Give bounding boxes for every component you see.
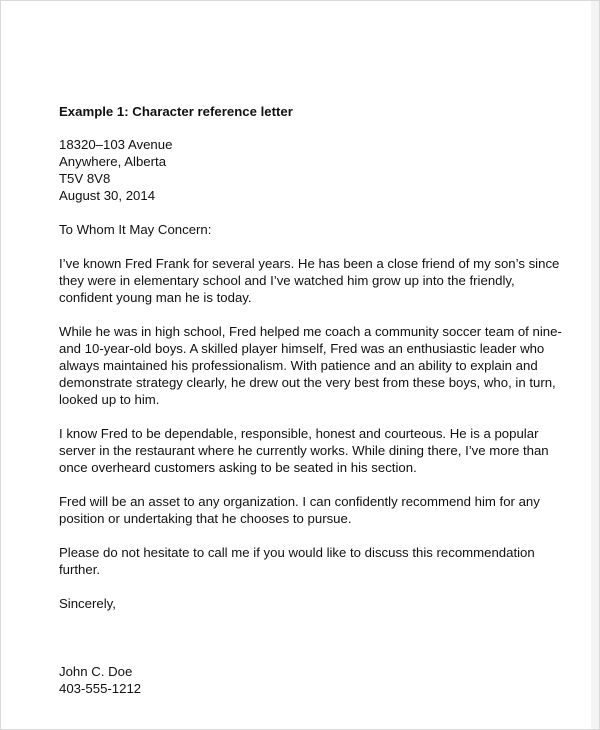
paragraph-3: I know Fred to be dependable, responsible, honest and courteous. He is a popular server in the restaurant where he currently works. While dining there, I’ve more than once overheard customers asking to be seated in his section. <box>59 426 549 475</box>
page-scroll-strip <box>591 1 599 729</box>
paragraph-4: Fred will be an asset to any organization. I can confidently recommend him for any position or undertaking that he chooses to pursue. <box>59 494 540 526</box>
salutation: To Whom It May Concern: <box>59 222 212 237</box>
paragraph-5: Please do not hesitate to call me if you would like to discuss this recommendation further. <box>59 545 535 577</box>
signature-block <box>59 663 569 697</box>
address-city: Anywhere, Alberta <box>59 154 167 169</box>
signature-phone: 403-555-1212 <box>59 681 142 696</box>
letter-date: August 30, 2014 <box>59 188 156 203</box>
closing: Sincerely, <box>59 596 116 611</box>
address-street: 18320–103 Avenue <box>59 137 173 152</box>
sender-address <box>59 136 569 204</box>
address-postal-code: T5V 8V8 <box>59 171 111 186</box>
paragraph-1: I’ve known Fred Frank for several years. He has been a close friend of my son’s since they were in elementary school and I’ve watched him grow up into the friendly, confident young man he is today. <box>59 256 560 305</box>
letter-body <box>59 103 569 697</box>
signature-name: John C. Doe <box>59 664 133 679</box>
document-title: Example 1: Character reference letter <box>59 104 293 119</box>
paragraph-2: While he was in high school, Fred helped me coach a community soccer team of nine- and 10-year-old boys. A skilled player himself, Fred was an enthusiastic leader who always maintained his professionalism. With patience and an ability to explain and demonstrate strategy clearly, he drew out the very best from these boys, who, in turn, looked up to him. <box>59 324 562 407</box>
